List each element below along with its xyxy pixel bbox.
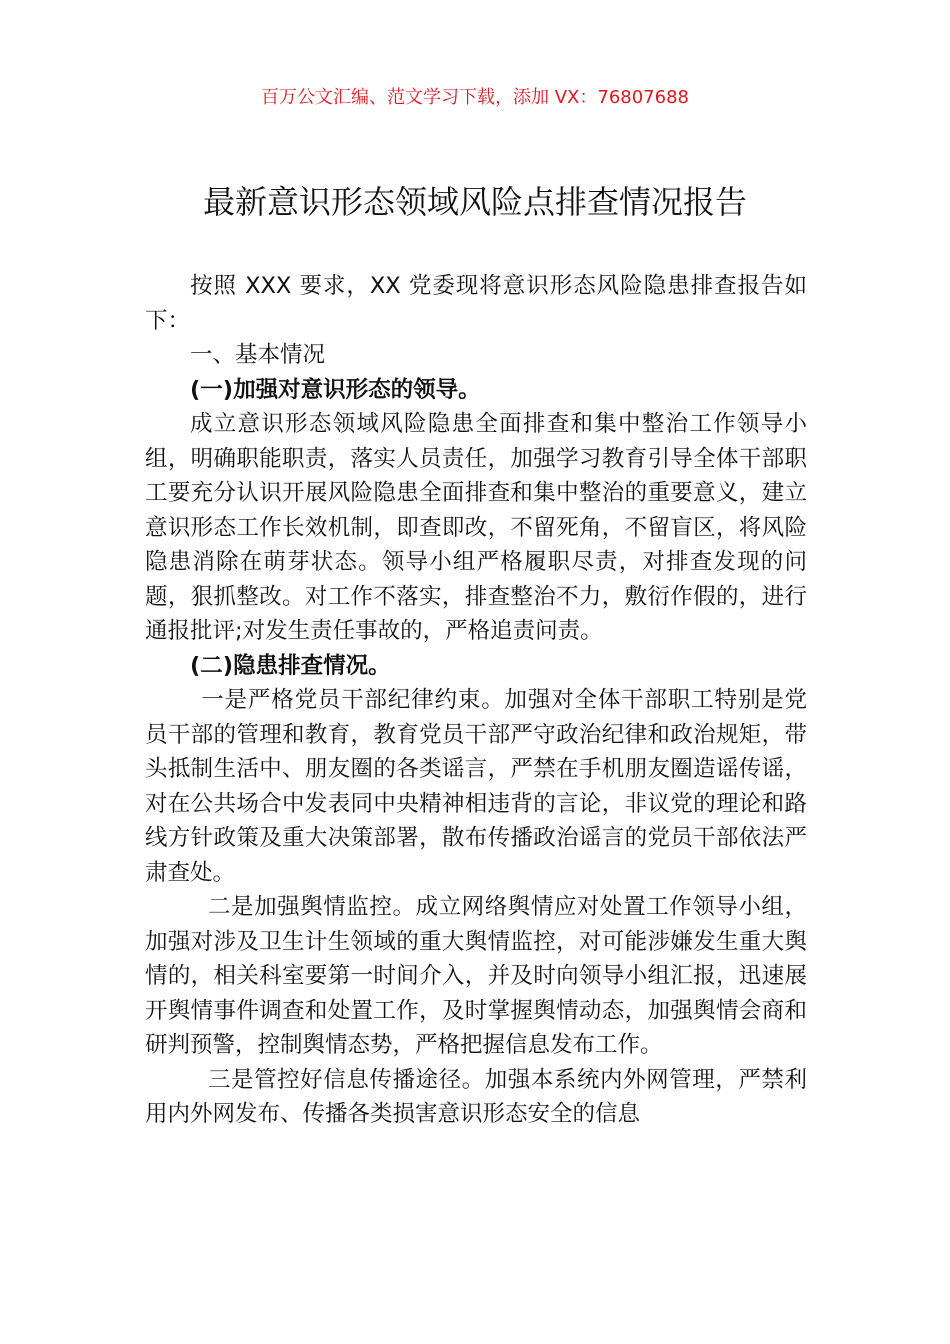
intro-paragraph: 按照 XXX 要求，XX 党委现将意识形态风险隐患排查报告如下： — [145, 273, 807, 334]
body-paragraph: 三是管控好信息传播途径。加强本系统内外网管理，严禁利用内外网发布、传播各类损害意识形态安全的信息 — [145, 1066, 807, 1127]
page-title: 最新意识形态领域风险点排查情况报告 — [202, 183, 747, 221]
subsection-heading: (一)加强对意识形态的领导。 — [190, 376, 481, 403]
body-paragraph: 二是加强舆情监控。成立网络舆情应对处置工作领导小组，加强对涉及卫生计生领域的重大舆情监控，对可能涉嫌发生重大舆情的，相关科室要第一时间介入，并及时向领导小组汇报，迅速展开舆情事件调查和处置工作，及时掌握舆情动态，加强舆情会商和研判预警，控制舆情态势，严格把握信息发布工作。 — [145, 894, 807, 1058]
header-note: 百万公文汇编、范文学习下载，添加 VX：76807688 — [261, 87, 689, 108]
subsection-heading: (二)隐患排查情况。 — [190, 652, 391, 679]
section-heading: 一、基本情况 — [190, 342, 326, 368]
body-paragraph: 一是严格党员干部纪律约束。加强对全体干部职工特别是党员干部的管理和教育，教育党员干部严守政治纪律和政治规矩，带头抵制生活中、朋友圈的各类谣言，严禁在手机朋友圈造谣传谣，对在公共场合中发表同中央精神相违背的言论，非议党的理论和路线方针政策及重大决策部署，散布传播政治谣言的党员干部依法严肃查处。 — [145, 687, 807, 886]
body-paragraph: 成立意识形态领域风险隐患全面排查和集中整治工作领导小组，明确职能职责，落实人员责任，加强学习教育引导全体干部职工要充分认识开展风险隐患全面排查和集中整治的重要意义，建立意识形态工作长效机制，即查即改，不留死角，不留盲区，将风险隐患消除在萌芽状态。领导小组严格履职尽责，对排查发现的问题，狠抓整改。对工作不落实，排查整治不力，敷衍作假的，进行通报批评;对发生责任事故的，严格追责问责。 — [145, 411, 807, 644]
document-body — [145, 269, 807, 1132]
